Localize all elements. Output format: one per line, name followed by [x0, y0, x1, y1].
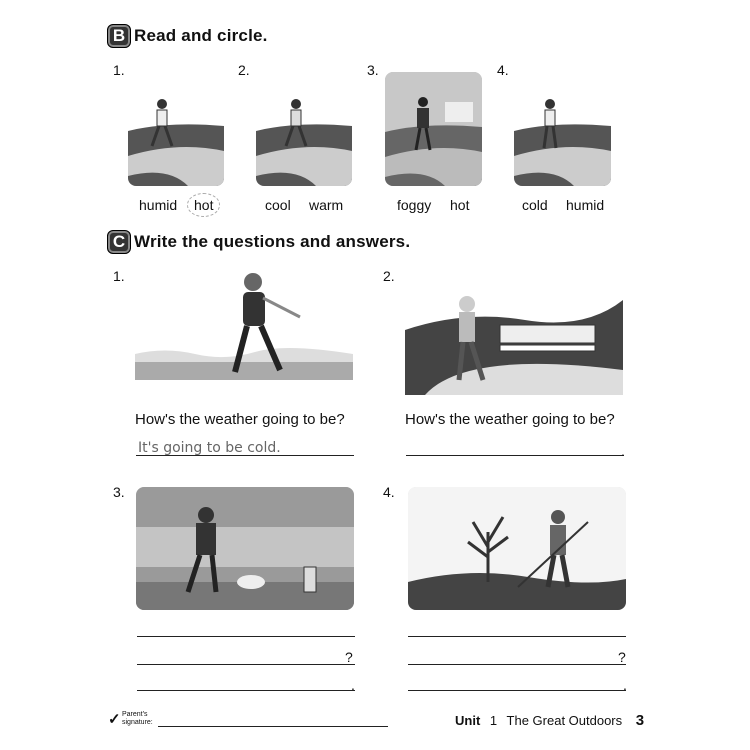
- answer-line[interactable]: [408, 636, 626, 637]
- question-text: How's the weather going to be?: [135, 411, 345, 428]
- page-number: 3: [635, 712, 645, 729]
- sample-answer: It's going to be cold.: [138, 440, 281, 456]
- signature-label-line2: signature:: [122, 719, 153, 726]
- item-number: 3.: [367, 62, 379, 78]
- question-line[interactable]: [137, 664, 355, 665]
- item-number: 1.: [113, 62, 125, 78]
- option-humid[interactable]: humid: [139, 197, 178, 213]
- option-warm[interactable]: warm: [309, 197, 344, 213]
- item-number: 2.: [383, 268, 395, 284]
- picture-boy-dog-foggy: [136, 487, 354, 610]
- section-c-title: Write the questions and answers.: [134, 232, 411, 251]
- picture-boy-foggy: [385, 72, 482, 186]
- question-line[interactable]: [408, 664, 626, 665]
- unit-number: 1: [489, 713, 498, 728]
- answer-line[interactable]: [137, 636, 355, 637]
- answer-line[interactable]: [408, 690, 626, 691]
- picture-girl-raking-leaves: [408, 487, 626, 610]
- item-number: 3.: [113, 484, 125, 500]
- answer-line[interactable]: [406, 455, 624, 456]
- item-number: 1.: [113, 268, 125, 284]
- picture-kid-cold: [135, 262, 353, 380]
- picture-boy-walking-warm: [256, 96, 352, 186]
- section-b-title: Read and circle.: [134, 26, 268, 45]
- line-end-period: .: [623, 677, 627, 693]
- line-end-period: .: [621, 443, 625, 459]
- unit-title: The Great Outdoors: [506, 713, 623, 728]
- question-text: How's the weather going to be?: [405, 411, 615, 428]
- section-c-badge: C: [107, 230, 131, 254]
- option-cool[interactable]: cool: [265, 197, 291, 213]
- option-humid[interactable]: humid: [566, 197, 605, 213]
- section-b-badge: B: [107, 24, 131, 48]
- picture-boy-humid: [514, 96, 611, 186]
- answer-line[interactable]: [137, 690, 355, 691]
- item-number: 4.: [383, 484, 395, 500]
- picture-boy-walking-hot: [128, 96, 224, 186]
- signature-label: [122, 711, 153, 727]
- unit-footer: [455, 712, 644, 729]
- unit-label: Unit: [455, 713, 481, 728]
- signature-line[interactable]: [158, 726, 388, 727]
- option-hot-circled[interactable]: hot: [187, 193, 220, 217]
- option-hot[interactable]: hot: [450, 197, 470, 213]
- line-end-period: .: [351, 677, 355, 693]
- check-icon: ✓: [108, 711, 121, 728]
- line-end-question-mark: ?: [345, 649, 353, 665]
- picture-kid-park-cool: [405, 290, 623, 395]
- line-end-question-mark: ?: [618, 649, 626, 665]
- option-foggy[interactable]: foggy: [397, 197, 432, 213]
- signature-label-line1: Parent's: [122, 711, 148, 718]
- option-cold[interactable]: cold: [522, 197, 548, 213]
- item-number: 2.: [238, 62, 250, 78]
- item-number: 4.: [497, 62, 509, 78]
